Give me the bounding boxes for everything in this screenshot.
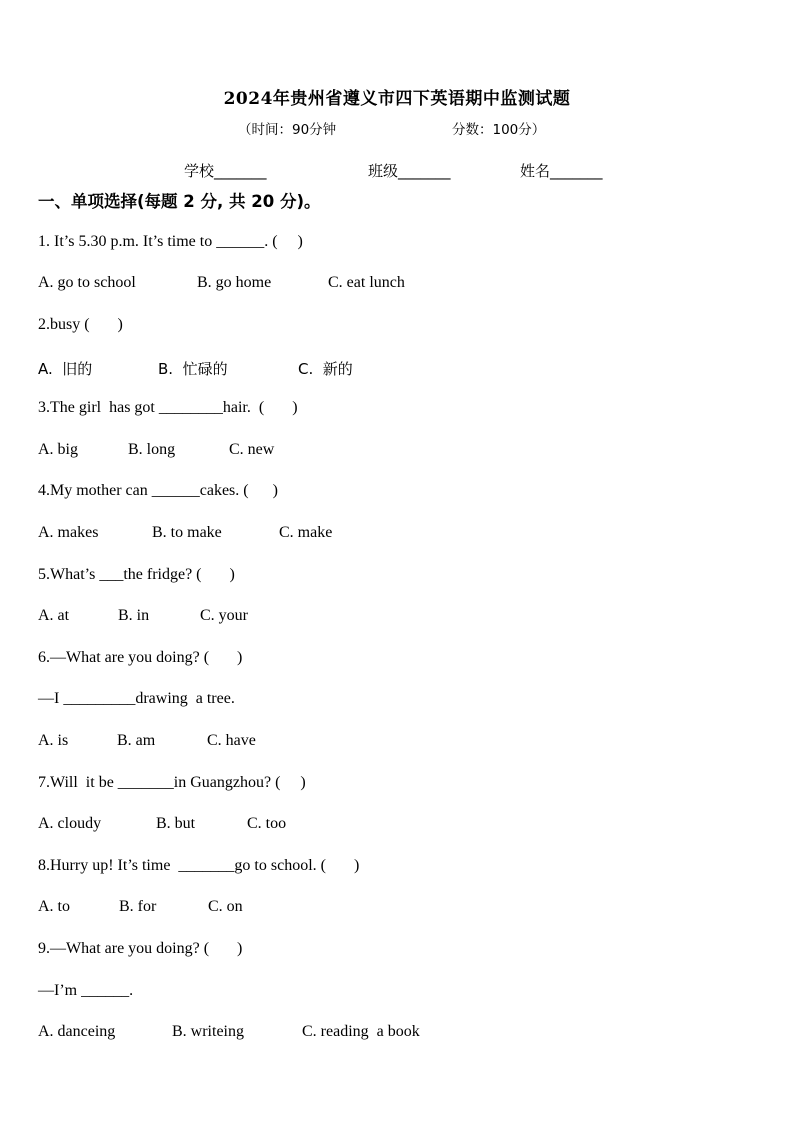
option-b: B. 忙碌的: [158, 360, 228, 378]
question-stem: 7.Will it be _______in Guangzhou? ( ): [38, 774, 306, 791]
question-stem: 1. It’s 5.30 p.m. It’s time to ______. ( ): [38, 233, 303, 250]
option-b: B. but: [156, 815, 196, 832]
option-c: C. on: [208, 898, 243, 915]
option-c: C. your: [200, 607, 248, 624]
question-stem: 8.Hurry up! It’s time _______go to school. ( ): [38, 857, 360, 874]
page-title: 2024年贵州省遵义市四下英语期中监测试题: [223, 89, 571, 109]
question-stem: 4.My mother can ______cakes. ( ): [38, 482, 278, 499]
question-response: —I _________drawing a tree.: [38, 690, 235, 707]
option-a: A. big: [38, 441, 78, 458]
class-field: 班级_______: [368, 162, 451, 180]
option-c: C. 新的: [298, 360, 353, 378]
option-a: A. to: [38, 898, 70, 915]
option-c: C. have: [207, 732, 256, 749]
option-b: B. for: [119, 898, 157, 915]
option-c: C. new: [229, 441, 275, 458]
option-b: B. go home: [197, 274, 272, 291]
option-a: A. 旧的: [38, 360, 93, 378]
question-stem: 5.What’s ___the fridge? ( ): [38, 566, 235, 583]
question-stem: 3.The girl has got ________hair. ( ): [38, 399, 298, 416]
option-b: B. long: [128, 441, 176, 458]
question-stem: 6.—What are you doing? ( ): [38, 649, 243, 666]
name-field: 姓名_______: [520, 162, 603, 180]
option-a: A. is: [38, 732, 69, 749]
section-title: 一、单项选择(每题 2 分, 共 20 分)。: [38, 192, 321, 211]
option-a: A. go to school: [38, 274, 136, 291]
school-field: 学校_______: [184, 162, 267, 180]
option-b: B. to make: [152, 524, 222, 541]
option-c: C. too: [247, 815, 287, 832]
option-c: C. eat lunch: [328, 274, 405, 291]
option-a: A. cloudy: [38, 815, 102, 832]
option-b: B. writeing: [172, 1023, 244, 1040]
option-c: C. make: [279, 524, 333, 541]
option-b: B. in: [118, 607, 150, 624]
option-a: A. makes: [38, 524, 99, 541]
option-c: C. reading a book: [302, 1023, 420, 1040]
question-stem: 2.busy ( ): [38, 316, 123, 333]
question-response: —I’m ______.: [38, 982, 134, 999]
option-a: A. at: [38, 607, 70, 624]
exam-score: 分数：100分）: [452, 122, 546, 138]
exam-time: （时间：90分钟: [238, 122, 337, 138]
option-a: A. danceing: [38, 1023, 116, 1040]
question-stem: 9.—What are you doing? ( ): [38, 940, 243, 957]
option-b: B. am: [117, 732, 156, 749]
